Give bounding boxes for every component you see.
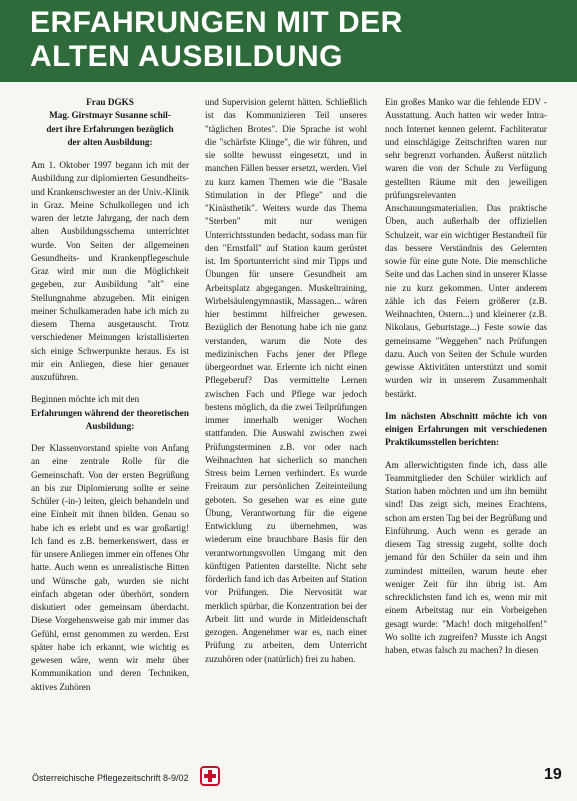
- page-number: 19: [544, 766, 562, 783]
- title-line-2: ALTEN AUSBILDUNG: [30, 40, 343, 73]
- article-column-2: [205, 96, 367, 675]
- paragraph: Am allerwichtigsten finde ich, dass alle Teammitglieder den Schüler wirklich auf Station haben möchten und um ihn bemüht sind! Das zeigt sich, meines Erachtens, schon am ersten Tag bei der Begrüßung und Einführung. Auch wenn es gerade an diesem Tag stressig zugeht, sollte doch jemand für den Schüler da sein und ihm zumindest mitteilen, warum heute eher weniger Zeit für ihn übrig ist. Am schrecklichsten fand ich es, wenn mir mit einem Arbeitstag nur ein Vorbeigehen gesagt wurde: "Mach! doch mitgeholfen!" Wo sollte ich zugreifen? Musste ich Angst haben, etwas falsch zu machen? In diesen: [385, 459, 547, 655]
- intro-block: [31, 96, 189, 149]
- section-heading-practice: Im nächsten Abschnitt möchte ich von einigen Erfahrungen mit verschiedenen Praktikumsstellen berichten:: [385, 410, 547, 448]
- article-column-3: [385, 96, 547, 666]
- paragraph: Der Klassenvorstand spielte von Anfang an eine zentrale Rolle für die Gemeinschaft. Von der ersten Begrüßung an bis zur Diplomierung sollte er seine Schüler (-in-) leiten, gleich behandeln und eine Einheit mit ihnen bilden. Genau so habe ich es erlebt und es war großartig! Ich fand es z.B. bemerkenswert, dass er für unsere Anliegen immer ein offenes Ohr hatte. Auch wenn es unrealistische Bitten und Wünsche gab, wurden sie nicht einfach abgetan oder überhört, sondern diskutiert oder gemeinsam überdacht. Diese Vorgehensweise gab mir immer das Gefühl, ernst genommen zu werden. Erst später habe ich erkannt, wie wichtig es gewesen wäre, wenn wir mehr über Kommunikation und deren Techniken, aktives Zuhören: [31, 443, 190, 692]
- article-column-1: [31, 96, 189, 703]
- article-header: [0, 0, 577, 82]
- red-cross-logo-icon: [200, 766, 220, 786]
- paragraph: und Supervision gelernt hätten. Schließlich ist das Kommunizieren Teil unseres "täglichen Brotes". Die Sprache ist wohl die "schärfste Klinge", die wir führen, und sie sollte bewusst eingesetzt, und in manchen Fällen besser ersetzt, werden. Viel zu kurz kamen Themen wie die "Basale Stimulation in der Pflege" und die "Kinästhetik". Weiters wurde das Thema "Sterben" mit nur wenigen Unterrichtsstunden bedacht, sodass man für den "Ernstfall" auf Station kaum gerüstet ist. Im Sportunterricht sind mir Tipps und Übungen für unsere Gesundheit am Arbeitsplatz abgegangen. Muskeltraining, Wirbelsäulengymnastik, Massagen... wären hier bestimmt hilfreicher gewesen. Bezüglich der Benotung habe ich nie ganz verstanden, warum die Note des medizinischen Fachs jener der Pflege übergeordnet war. Erlernte ich nicht einen Pflegeberuf? Das vermittelte Lernen zwischen Fach und Pflege war jedoch bestens möglich, da die zwei Teilprüfungen immer innerhalb weniger Wochen stattfanden. Die Auswahl zwischen zwei Prüfungsterminen z.B. vor oder nach Weihnachten hat sicherlich so manchen Stress beim Lernen verhindert. Es wurde Freiraum zur persönlichen Zeiteinteilung geboten. So gesehen war es eine gute Übung, Verantwortung für die eigene Entwicklung zu übernehmen, was wiederum eine brauchbare Basis für den verantwortungsvollen Umgang mit den künftigen Patienten darstellte. Nicht sehr förderlich fand ich das Arbeiten auf Station vor Prüfungen. Die Nervosität war merklich spürbar, die Konzentration bei der Arbeit litt und wurde in Mitleidenschaft gezogen. Angenehmer war es, nach einer Prüfung zu arbeiten, dem Unterricht zuzuhören oder (natürlich) frei zu haben.: [205, 97, 367, 664]
- section-heading-theory: Erfahrungen während der theoretischen Ausbildung:: [31, 407, 189, 431]
- page-title: [30, 6, 550, 74]
- intro-line-2: Mag. Girstmayr Susanne schil-: [49, 110, 171, 121]
- page-footer: [0, 758, 577, 801]
- paragraph: Am 1. Oktober 1997 begann ich mit der Ausbildung zur diplomierten Gesundheits- und Krankenschwester an der Univ.-Klinik in Graz. Meine Schulkollegen und ich waren der letzte Jahrgang, der nach dem alten Ausbildungsschema unterrichtet wurde. Von Seiten der allgemeinen Gesundheits- und Krankenpflegeschule Graz wird mir nun die Möglichkeit gegeben, zur Ausbildung "alt" eine Stellungnahme abzugeben. Mit einigen meiner Schulkameraden habe ich mich zu diesem Thema ausgetauscht. Trotz verschiedener Meinungen kristallisierten sich einige Schwerpunkte heraus. Es ist mir ein Anliegen, diese hier genauer auszuführen.: [31, 160, 189, 382]
- title-line-1: ERFAHRUNGEN MIT DER: [30, 6, 403, 39]
- journal-name: Österreichische Pflegezeitschrift 8-9/02: [32, 773, 189, 783]
- paragraph: Ein großes Manko war die fehlende EDV - Ausstattung. Auch hatten wir weder Intra- noch Internet kennen gelernt. Fachliteratur und einschlägige Zeitschriften waren nur sehr begrenzt vorhanden. Äußerst nützlich waren die von der Schule zu Verfügung gestellten Räume mit den jeweiligen prüfungsrelevanten Anschauungsmaterialien. Das praktische Üben, auch außerhalb der offiziellen Schulzeit, war ein wichtiger Bestandteil für das bessere Verständnis des Gelernten sowie für eine gute Note. Die menschliche Seite und das Lachen sind in unserer Klasse nie zu kurz gekommen. Unter anderem zähle ich das Feiern größerer (z.B. Weihnachten, Ostern...) und kleinerer (z.B. Nikolaus, Geburtstage...) Feste sowie das gemeinsame "Weggehen" nach Prüfungen dazu. Auch von Seiten der Schule wurden gewisse Aktivitäten unterstützt und somit wurden wir in unserem Zusammenhalt bestärkt.: [385, 97, 547, 399]
- intro-line-1: Frau DGKS: [86, 97, 134, 107]
- intro-line-4: der alten Ausbildung:: [67, 136, 153, 147]
- intro-line-3: dert ihre Erfahrungen bezüglich: [46, 123, 174, 134]
- section-lead: Beginnen möchte ich mit den: [31, 394, 140, 405]
